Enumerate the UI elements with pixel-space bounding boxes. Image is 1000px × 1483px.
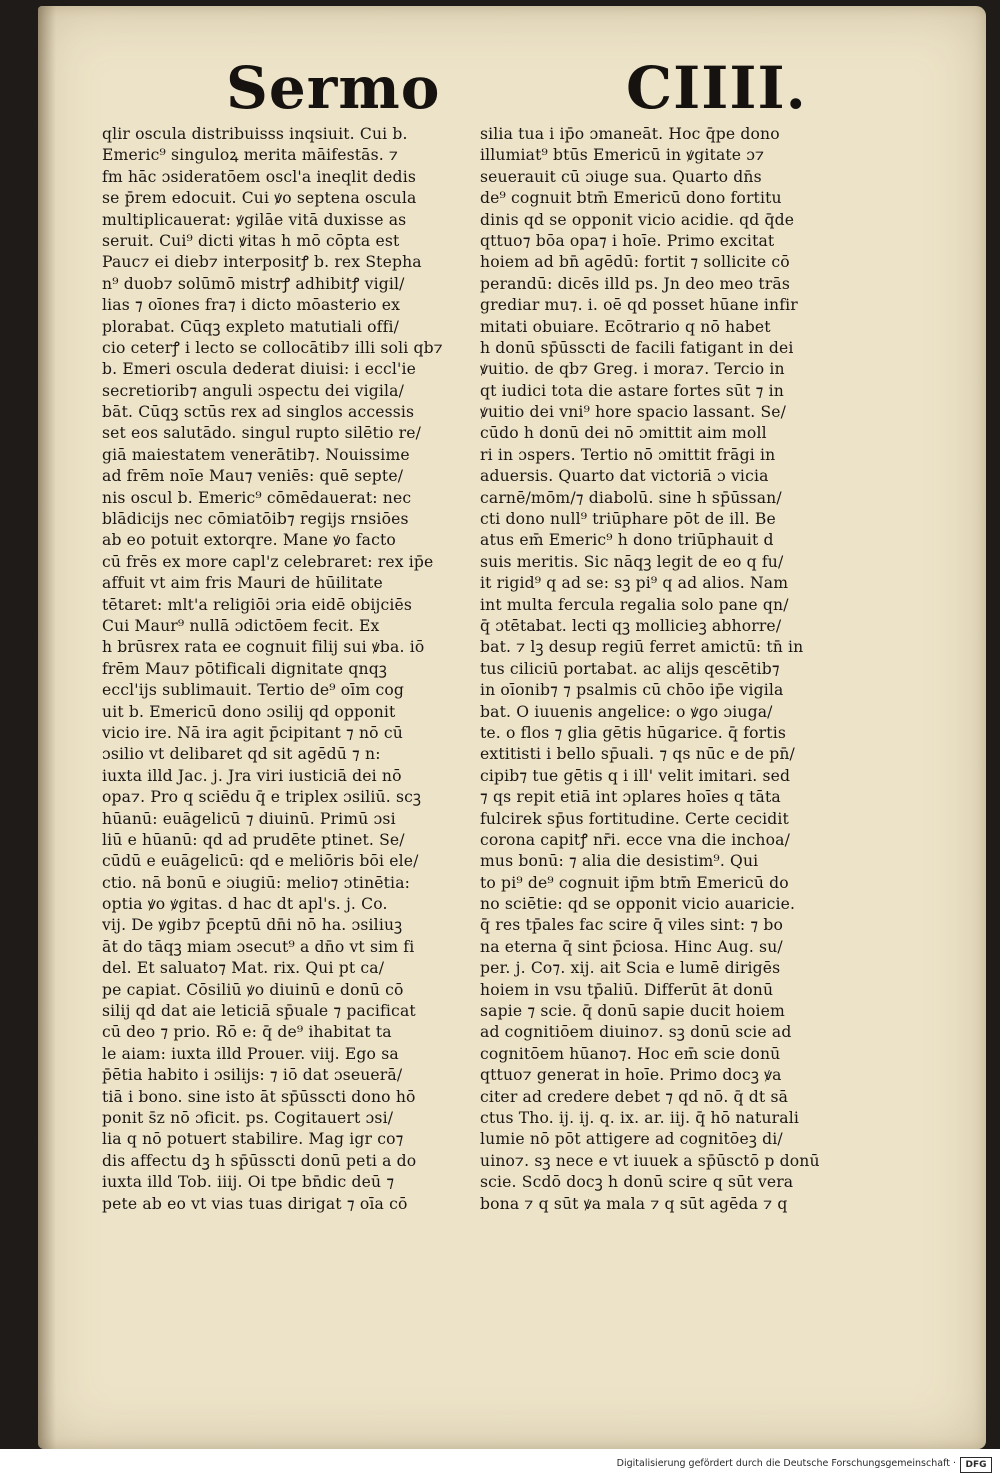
text-line: set eos salutādo. singul rupto silētio re/ <box>102 424 422 443</box>
text-line: ab eo potuit extorqre. Mane ꝟo facto <box>102 531 396 550</box>
text-line: na eterna q̄ sint p̄ciosa. Hinc Aug. su/ <box>480 937 783 956</box>
text-line: optia ꝟo ꝟgitas. d hac dt apl's. j. Co. <box>102 895 388 914</box>
page-content <box>60 6 960 1449</box>
text-line: it rigid⁹ q ad se: sꝫ pi⁹ q ad alios. Nam <box>480 574 789 593</box>
text-line: citer ad credere debet ⁊ qd nō. q̄ dt sā <box>480 1087 789 1106</box>
text-line: uit b. Emericū dono ɔsilij qd opponit <box>102 702 396 721</box>
running-head-left: Sermo <box>226 54 441 122</box>
text-line: silia tua i ip̄o ɔmaneāt. Hoc q̄pe dono <box>480 125 780 143</box>
text-line: dinis qd se opponit vicio acidie. qd q̄de <box>480 210 795 229</box>
text-line: q̄ res tp̄ales fac scire q̄ viles sint: ⁊ bo <box>480 916 784 935</box>
text-line: lia q nō potuert stabilire. Mag igr co⁊ <box>102 1130 404 1149</box>
text-line: no sciētie: qd se opponit vicio auaricie. <box>480 895 796 914</box>
text-line: bāt. Cūqꝫ sctūs rex ad singlos accessis <box>102 403 415 422</box>
text-line: mitati obuiare. Ecōtrario q nō habet <box>480 317 771 336</box>
funding-notice: Digitalisierung gefördert durch die Deutsche Forschungsgemeinschaft · <box>616 1458 956 1469</box>
text-line: te. o flos ⁊ glia gētis hūgarice. q̄ fortis <box>480 723 786 742</box>
text-line: corona capitꝭ nr̄i. ecce vna die inchoa/ <box>480 830 791 849</box>
text-line: scie. Scdō docꝫ h donū scire q sūt vera <box>480 1173 794 1192</box>
text-line: suis meritis. Sic nāqꝫ legit de eo q fu/ <box>480 552 784 571</box>
text-column-left <box>102 124 466 1234</box>
text-line: h donū sp̄ūsscti de facili fatigant in dei <box>480 338 794 357</box>
text-line: cūdū e euāgelicū: qd e meliōris bōi ele/ <box>102 852 419 871</box>
text-line: ad cognitiōem diuino⁊. sꝫ donū scie ad <box>480 1023 792 1042</box>
text-line: mus bonū: ⁊ alia die desistim⁹. Qui <box>480 852 759 871</box>
dfg-logo: DFG <box>960 1457 992 1473</box>
text-line: uino⁊. sꝫ nece e vt iuuek a sp̄ūsctō p donū <box>480 1151 820 1170</box>
text-line: tētaret: mlt'a religiōi ɔria eidē obijciēs <box>102 595 413 614</box>
text-line: silij qd dat aie leticiā sp̄uale ⁊ pacificat <box>102 1002 416 1021</box>
text-line: fm hāc ɔsideratōem oscl'a ineqlit dedis <box>102 167 416 186</box>
text-line: seuerauit cū ɔiuge sua. Quarto dn̄s <box>480 167 762 186</box>
text-line: Emeric⁹ singuloꝝ merita māifestās. ⁊ <box>102 146 399 165</box>
text-line: pete ab eo vt vias tuas dirigat ⁊ oīa cō <box>102 1194 408 1213</box>
running-head-right: CIIII. <box>626 54 807 122</box>
text-line: h brūsrex rata ee cognuit filij sui ꝟba. iō <box>102 638 425 657</box>
text-line: cipib⁊ tue gētis q i ill' velit imitari. sed <box>480 766 791 785</box>
text-line: hoiem in vsu tp̄aliū. Differūt āt donū <box>480 980 774 999</box>
text-line: dis affectu dꝫ h sp̄ūsscti donū peti a do <box>102 1151 417 1170</box>
text-line: p̄ētia habito i ɔsilijs: ⁊ iō dat ɔseuerā/ <box>102 1066 403 1085</box>
text-line: cū frēs ex more capl'z celebraret: rex ip̄e <box>102 552 434 571</box>
book-page <box>38 6 986 1449</box>
text-line: le aiam: iuxta illd Prouer. viij. Ego sa <box>102 1044 399 1063</box>
text-line: Cui Maur⁹ nullā ɔdictōem fecit. Ex <box>102 616 380 635</box>
text-line: qt iudici tota die astare fortes sūt ⁊ in <box>480 381 784 400</box>
text-line: cū deo ⁊ prio. Rō e: q̄ de⁹ ihabitat ta <box>102 1023 392 1042</box>
text-line: cti dono null⁹ triūphare pōt de ill. Be <box>480 510 776 529</box>
text-line: giā maiestatem venerātib⁊. Nouissime <box>102 445 410 464</box>
text-line: ⁊ qs repit etiā int ɔplares hoīes q tāta <box>480 788 781 807</box>
text-line: del. Et saluato⁊ Mat. rix. Qui pt ca/ <box>102 959 385 978</box>
text-line: ctio. nā bonū e ɔiugiū: melio⁊ ɔtinētia: <box>102 873 411 892</box>
text-line: Pauc⁊ ei dieb⁊ interpositꝭ b. rex Stepha <box>102 253 422 272</box>
text-line: sapie ⁊ scie. q̄ donū sapie ducit hoiem <box>480 1002 785 1021</box>
text-line: vij. De ꝟgib⁊ p̄ceptū dn̄i nō ha. ɔsiliuꝫ <box>102 916 403 935</box>
text-line: cūdo h donū dei nō ɔmittit aim moll <box>480 424 767 443</box>
text-line: bat. ⁊ lꝫ desup regiū ferret amictū: tn̄ in <box>480 638 804 657</box>
text-line: b. Emeri oscula dederat diuisi: i eccl'ie <box>102 360 416 379</box>
text-line: seruit. Cui⁹ dicti ꝟitas h mō cōpta est <box>102 231 400 250</box>
text-line: n⁹ duob⁊ solūmō mistrꝭ adhibitꝭ vigil/ <box>102 274 405 293</box>
text-line: ri in ɔspers. Tertio nō ɔmittit frāgi in <box>480 445 776 464</box>
text-line: grediar mu⁊. i. oē qd posset hūane infir <box>480 296 798 315</box>
text-line: ad frēm noīe Mau⁊ veniēs: quē septe/ <box>102 467 404 486</box>
text-line: frēm Mau⁊ pōtificali dignitate qnqꝫ <box>102 659 387 678</box>
text-line: aduersis. Quarto dat victoriā ɔ vicia <box>480 467 769 486</box>
text-line: opa⁊. Pro q sciēdu q̄ e triplex ɔsiliū. scꝫ <box>102 788 422 807</box>
text-line: lias ⁊ oīones fra⁊ i dicto mōasterio ex <box>102 296 401 315</box>
digitization-footer <box>0 1449 1000 1483</box>
text-line: cio ceterꝭ i lecto se collocātib⁊ illi soli qb⁊ <box>102 338 443 357</box>
text-line: iuxta illd Jac. j. Jra viri iusticiā dei nō <box>102 766 402 785</box>
text-line: cognitōem hūano⁊. Hoc em̄ scie donū <box>480 1044 781 1063</box>
text-line: ɔsilio vt delibaret qd sit agēdū ⁊ n: <box>102 745 381 764</box>
text-line: blādicijs nec cōmiatōib⁊ regijs rnsiōes <box>102 510 409 529</box>
text-line: plorabat. Cūqꝫ expleto matutiali offi/ <box>102 317 400 336</box>
text-line: perandū: dicēs illd ps. Jn deo meo trās <box>480 274 790 293</box>
text-line: bona ⁊ q sūt ꝟa mala ⁊ q sūt agēda ⁊ q <box>480 1194 788 1213</box>
text-line: extitisti i bello sp̄uali. ⁊ qs nūc e de pn̄/ <box>480 745 795 764</box>
text-line: per. j. Co⁊. xij. ait Scia e lumē dirigēs <box>480 959 781 978</box>
text-line: ponit s̄z nō ɔficit. ps. Cogitauert ɔsi/ <box>102 1108 394 1127</box>
text-line: bat. O iuuenis angelice: o ꝟgo ɔiuga/ <box>480 702 773 721</box>
text-line: secretiorib⁊ anguli ɔspectu dei vigila/ <box>102 381 404 400</box>
text-line: multiplicauerat: ꝟgilāe vitā duxisse as <box>102 210 407 229</box>
text-line: atus em̄ Emeric⁹ h dono triūphauit d <box>480 531 774 550</box>
text-line: tiā i bono. sine isto āt sp̄ūsscti dono hō <box>102 1087 416 1106</box>
text-line: de⁹ cognuit btm̄ Emericū dono fortitu <box>480 189 782 208</box>
text-line: hoiem ad bn̄ agēdū: fortit ⁊ sollicite cō <box>480 253 790 272</box>
text-column-right <box>480 124 844 1234</box>
text-line: qttuo⁊ generat in hoīe. Primo docꝫ ꝟa <box>480 1066 782 1085</box>
text-line: liū e hūanū: qd ad prudēte ptinet. Se/ <box>102 830 405 849</box>
text-line: āt do tāqꝫ miam ɔsecut⁹ a dn̄o vt sim fi <box>102 937 415 956</box>
text-line: ꝟuitio dei vni⁹ hore spacio lassant. Se/ <box>480 403 787 422</box>
text-line: qlir oscula distribuisss inqsiuit. Cui b. <box>102 125 408 143</box>
text-line: iuxta illd Tob. iiij. Oi tpe bn̄dic deū ⁊ <box>102 1173 395 1192</box>
text-line: vicio ire. Nā ira agit p̄cipitant ⁊ nō cū <box>102 723 403 742</box>
text-line: fulcirek sp̄us fortitudine. Certe cecidit <box>480 809 789 828</box>
text-line: carnē/mōm/⁊ diabolū. sine h sp̄ūssan/ <box>480 488 782 507</box>
text-line: ꝟuitio. de qb⁊ Greg. i mora⁊. Tercio in <box>480 360 785 379</box>
text-line: to pi⁹ de⁹ cognuit ip̄m btm̄ Emericū do <box>480 873 789 892</box>
text-line: qttuo⁊ bōa opa⁊ i hoīe. Primo excitat <box>480 231 775 250</box>
text-line: hūanū: euāgelicū ⁊ diuinū. Primū ɔsi <box>102 809 396 828</box>
text-line: ctus Tho. ij. ij. q. ix. ar. iij. q̄ hō naturali <box>480 1108 799 1127</box>
text-line: illumiat⁹ btūs Emericū in ꝟgitate ɔ⁊ <box>480 146 765 165</box>
text-line: pe capiat. Cōsiliū ꝟo diuinū e donū cō <box>102 980 404 999</box>
text-line: lumie nō pōt attigere ad cognitōeꝫ di/ <box>480 1130 783 1149</box>
text-line: affuit vt aim fris Mauri de hūilitate <box>102 574 383 593</box>
text-line: q̄ ɔtētabat. lecti qꝫ mollicieꝫ abhorre/ <box>480 616 782 635</box>
text-line: in oīonib⁊ ⁊ psalmis cū chōo ip̄e vigila <box>480 681 784 700</box>
text-line: tus ciliciū portabat. ac alijs qescētib⁊ <box>480 659 780 678</box>
text-line: eccl'ijs sublimauit. Tertio de⁹ oīm cog <box>102 681 405 700</box>
text-line: int multa fercula regalia solo pane qn/ <box>480 595 789 614</box>
text-line: nis oscul b. Emeric⁹ cōmēdauerat: nec <box>102 488 412 507</box>
text-line: se p̄rem edocuit. Cui ꝟo septena oscula <box>102 189 417 208</box>
